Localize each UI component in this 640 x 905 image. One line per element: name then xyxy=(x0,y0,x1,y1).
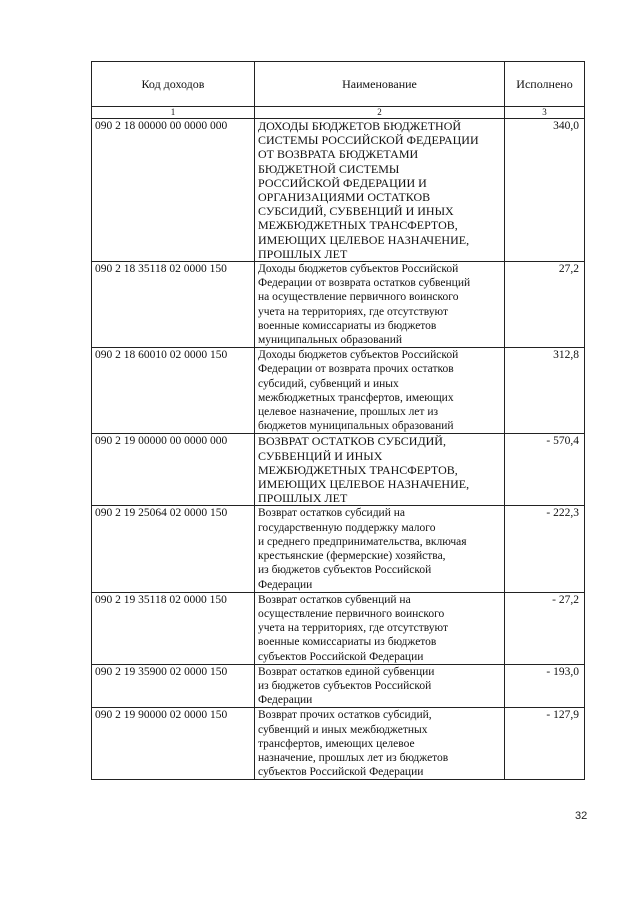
revenue-name xyxy=(255,262,505,348)
page-number: 32 xyxy=(575,810,588,822)
executed-value: 340,0 xyxy=(505,119,585,262)
column-number: 1 xyxy=(92,107,255,119)
revenue-name-line: субвенций и иных межбюджетных xyxy=(258,723,428,736)
revenue-name-line: государственную поддержку малого xyxy=(258,521,436,534)
revenue-name-line: ИМЕЮЩИХ ЦЕЛЕВОЕ НАЗНАЧЕНИЕ, xyxy=(258,477,470,492)
column-number: 3 xyxy=(505,107,585,119)
revenue-name-line: субсидий, субвенций и иных xyxy=(258,377,399,390)
table-row xyxy=(92,592,585,664)
header-executed: Исполнено xyxy=(505,62,585,107)
revenue-name-line: крестьянские (фермерские) хозяйства, xyxy=(258,550,446,563)
revenue-name-line: учета на территориях, где отсутствуют xyxy=(258,305,449,318)
executed-value: - 570,4 xyxy=(505,434,585,506)
revenue-name xyxy=(255,506,505,592)
revenue-name-line: осуществление первичного воинского xyxy=(258,607,445,620)
revenue-code: 090 2 19 35900 02 0000 150 xyxy=(92,664,255,708)
revenue-name-line: МЕЖБЮДЖЕТНЫХ ТРАНСФЕРТОВ, xyxy=(258,218,458,233)
revenue-name xyxy=(255,708,505,780)
revenue-name-line: субъектов Российской Федерации xyxy=(258,650,424,663)
revenue-name-line: из бюджетов субъектов Российской xyxy=(258,564,432,577)
revenue-name-line: трансфертов, имеющих целевое xyxy=(258,737,415,750)
revenue-name-line: ПРОШЛЫХ ЛЕТ xyxy=(258,246,348,261)
revenue-code: 090 2 19 25064 02 0000 150 xyxy=(92,506,255,592)
table-row xyxy=(92,119,585,262)
revenue-name-line: и среднего предпринимательства, включая xyxy=(258,535,467,548)
revenue-name-line: межбюджетных трансфертов, имеющих xyxy=(258,391,454,404)
revenue-table xyxy=(91,61,585,780)
revenue-name xyxy=(255,348,505,434)
revenue-name xyxy=(255,434,505,506)
revenue-name-line: Доходы бюджетов субъектов Российской xyxy=(258,263,459,276)
revenue-name-line: целевое назначение, прошлых лет из xyxy=(258,406,439,419)
revenue-code: 090 2 19 00000 00 0000 000 xyxy=(92,434,255,506)
revenue-name-line: СУБВЕНЦИЙ И ИНЫХ xyxy=(258,448,383,463)
revenue-name-line: муниципальных образований xyxy=(258,334,403,347)
revenue-name-line: СУБСИДИЙ, СУБВЕНЦИЙ И ИНЫХ xyxy=(258,204,454,219)
table-row xyxy=(92,434,585,506)
revenue-name-line: на осуществление первичного воинского xyxy=(258,291,459,304)
column-number-row xyxy=(92,107,585,119)
revenue-name-line: Возврат остатков субсидий на xyxy=(258,507,406,520)
header-code: Код доходов xyxy=(92,62,255,107)
column-number: 2 xyxy=(255,107,505,119)
executed-value: 27,2 xyxy=(505,262,585,348)
table-header-row xyxy=(92,62,585,107)
revenue-name xyxy=(255,119,505,262)
executed-value: - 27,2 xyxy=(505,592,585,664)
table-row xyxy=(92,348,585,434)
revenue-name-line: Доходы бюджетов субъектов Российской xyxy=(258,349,459,362)
revenue-name-line: Возврат остатков единой субвенции xyxy=(258,665,435,678)
revenue-name xyxy=(255,592,505,664)
revenue-code: 090 2 18 00000 00 0000 000 xyxy=(92,119,255,262)
revenue-code: 090 2 18 35118 02 0000 150 xyxy=(92,262,255,348)
revenue-name-line: военные комиссариаты из бюджетов xyxy=(258,636,437,649)
revenue-name-line: РОССИЙСКОЙ ФЕДЕРАЦИИ И xyxy=(258,175,427,190)
revenue-name-line: учета на территориях, где отсутствуют xyxy=(258,622,449,635)
executed-value: - 193,0 xyxy=(505,664,585,708)
revenue-name-line: субъектов Российской Федерации xyxy=(258,766,424,779)
revenue-name-line: Федерации xyxy=(258,694,313,707)
revenue-code: 090 2 19 35118 02 0000 150 xyxy=(92,592,255,664)
table-row xyxy=(92,262,585,348)
revenue-name xyxy=(255,664,505,708)
revenue-name-line: Федерации от возврата прочих остатков xyxy=(258,363,454,376)
revenue-code: 090 2 18 60010 02 0000 150 xyxy=(92,348,255,434)
executed-value: - 222,3 xyxy=(505,506,585,592)
revenue-name-line: ПРОШЛЫХ ЛЕТ xyxy=(258,491,348,506)
executed-value: - 127,9 xyxy=(505,708,585,780)
revenue-name-line: Возврат прочих остатков субсидий, xyxy=(258,709,432,722)
revenue-name-line: ОРГАНИЗАЦИЯМИ ОСТАТКОВ xyxy=(258,190,431,205)
table-row xyxy=(92,506,585,592)
revenue-name-line: Возврат остатков субвенций на xyxy=(258,593,411,606)
header-name: Наименование xyxy=(255,62,505,107)
executed-value: 312,8 xyxy=(505,348,585,434)
revenue-code: 090 2 19 90000 02 0000 150 xyxy=(92,708,255,780)
revenue-name-line: БЮДЖЕТНОЙ СИСТЕМЫ xyxy=(258,161,400,176)
revenue-name-line: военные комиссариаты из бюджетов xyxy=(258,319,437,332)
revenue-name-line: из бюджетов субъектов Российской xyxy=(258,679,432,692)
revenue-name-line: МЕЖБЮДЖЕТНЫХ ТРАНСФЕРТОВ, xyxy=(258,462,458,477)
table-row xyxy=(92,708,585,780)
table-row xyxy=(92,664,585,708)
revenue-name-line: Федерации xyxy=(258,578,313,591)
revenue-name-line: ИМЕЮЩИХ ЦЕЛЕВОЕ НАЗНАЧЕНИЕ, xyxy=(258,232,470,247)
revenue-name-line: ОТ ВОЗВРАТА БЮДЖЕТАМИ xyxy=(258,147,419,162)
revenue-name-line: назначение, прошлых лет из бюджетов xyxy=(258,751,449,764)
revenue-name-line: Федерации от возврата остатков субвенций xyxy=(258,277,471,290)
revenue-name-line: ДОХОДЫ БЮДЖЕТОВ БЮДЖЕТНОЙ xyxy=(258,119,462,133)
revenue-name-line: бюджетов муниципальных образований xyxy=(258,420,454,433)
revenue-name-line: ВОЗВРАТ ОСТАТКОВ СУБСИДИЙ, xyxy=(258,434,446,449)
revenue-name-line: СИСТЕМЫ РОССИЙСКОЙ ФЕДЕРАЦИИ xyxy=(258,133,479,148)
